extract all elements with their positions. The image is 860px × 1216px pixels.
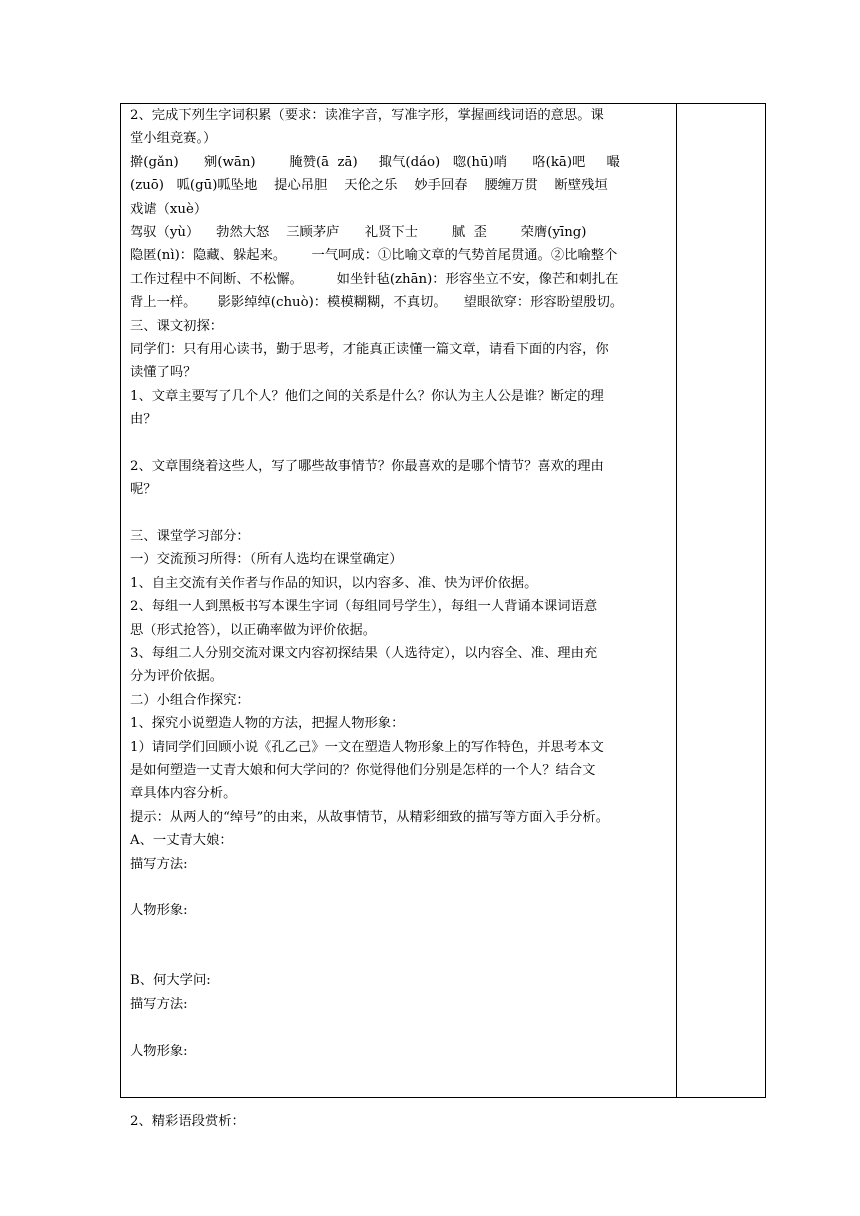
text-line: 1、文章主要写了几个人？他们之间的关系是什么？你认为主人公是谁？断定的理 xyxy=(130,388,604,404)
text-line: 是如何塑造一丈青大娘和何大学问的？你觉得他们分别是怎样的一个人？结合文 xyxy=(130,762,596,778)
blank-line xyxy=(130,946,671,969)
text-line: 章具体内容分析。 xyxy=(130,786,237,802)
text-line: 二）小组合作探究： xyxy=(130,692,250,708)
text-line: 由？ xyxy=(130,412,157,428)
blank-line xyxy=(130,1063,671,1086)
blank-line xyxy=(130,431,671,454)
text-line: 隐匿(nì)：隐藏、躲起来。 一气呵成：①比喻文章的气势首尾贯通。②比喻整个 xyxy=(130,248,618,264)
text-line: 工作过程中不间断、不松懈。 如坐针毡(zhān)：形容坐立不安，像芒和刺扎在 xyxy=(130,271,619,287)
text-line: B、何大学问: xyxy=(130,973,211,989)
blank-line xyxy=(130,876,671,899)
text-line: 1、自主交流有关作者与作品的知识，以内容多、准、快为评价依据。 xyxy=(130,575,538,591)
text-line: 2、文章围绕着这些人，写了哪些故事情节？你最喜欢的是哪个情节？喜欢的理由 xyxy=(130,458,604,474)
text-line: 3、每组二人分别交流对课文内容初探结果（人选待定），以内容全、准、理由充 xyxy=(130,645,598,661)
text-line: 思（形式抢答），以正确率做为评价依据。 xyxy=(130,622,376,638)
text-line: 1、探究小说塑造人物的方法，把握人物形象： xyxy=(130,716,405,732)
text-line: 1）请同学们回顾小说《孔乙己》一文在塑造人物形象上的写作特色，并思考本文 xyxy=(130,739,604,755)
text-line: 擀(gǎn) 剜(wān) 腌赞(ā zā) 掫气(dáo) 唿(hū)哨 咯(kā)吧 嘬 xyxy=(130,154,620,170)
text-line: 呢？ xyxy=(130,482,157,498)
text-line: 戏谑（xuè） xyxy=(130,201,208,217)
blank-line xyxy=(130,1086,671,1109)
notes-cell xyxy=(677,104,765,1097)
text-line: 三、课堂学习部分： xyxy=(130,529,250,545)
text-line: 描写方法: xyxy=(130,856,188,872)
text-line: 人物形象: xyxy=(130,903,188,919)
text-line: 一）交流预习所得：（所有人选均在课堂确定） xyxy=(130,552,403,568)
text-line: 堂小组竞赛。） xyxy=(130,131,217,147)
text-line: 2、精彩语段赏析： xyxy=(130,1113,245,1129)
text-line: A、一丈青大娘： xyxy=(130,833,233,849)
text-line: 读懂了吗？ xyxy=(130,365,197,381)
text-line: 分为评价依据。 xyxy=(130,669,224,685)
text-line: 人物形象: xyxy=(130,1043,188,1059)
blank-line xyxy=(130,502,671,525)
blank-line xyxy=(130,1016,671,1039)
text-line: (zuō) 呱(gū)呱坠地 提心吊胆 天伦之乐 妙手回春 腰缠万贯 断壁残垣 xyxy=(130,178,608,194)
text-line: 三、课文初探： xyxy=(130,318,224,334)
text-line: 提示：从两人的“绰号”的由来，从故事情节，从精彩细致的描写等方面入手分析。 xyxy=(130,809,609,825)
lesson-content-cell xyxy=(130,104,671,1133)
text-line: 背上一样。 影影绰绰(chuò)：模模糊糊，不真切。 望眼欲穿：形容盼望殷切。 xyxy=(130,295,624,311)
text-line: 2、完成下列生字词积累（要求：读准字音，写准字形，掌握画线词语的意思。课 xyxy=(130,108,604,123)
blank-line xyxy=(130,923,671,946)
text-line: 描写方法: xyxy=(130,996,188,1012)
text-line: 驾驭（yù） 勃然大怒 三顾茅庐 礼贤下士 腻 歪 荣膺(yīng) xyxy=(130,224,587,240)
lesson-table xyxy=(120,103,766,1129)
text-line: 同学们：只有用心读书，勤于思考，才能真正读懂一篇文章，请看下面的内容，你 xyxy=(130,341,609,357)
text-line: 2、每组一人到黑板书写本课生字词（每组同号学生），每组一人背诵本课词语意 xyxy=(130,599,598,615)
